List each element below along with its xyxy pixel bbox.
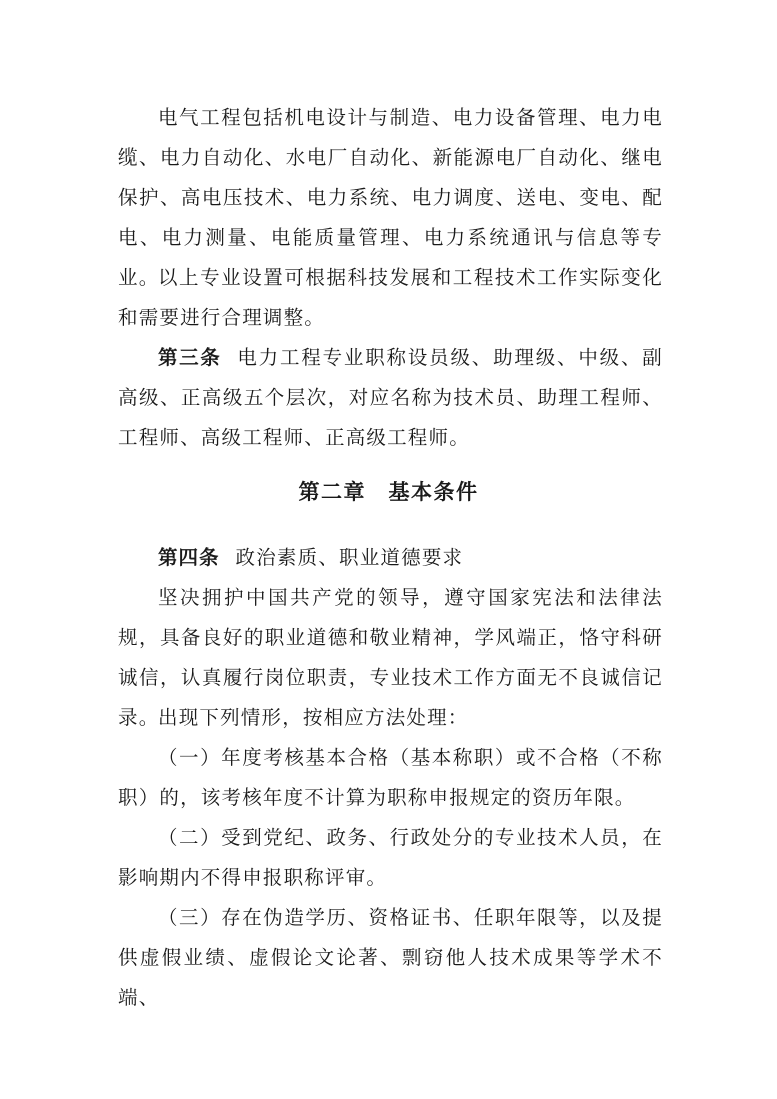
paragraph-political-requirements: 坚决拥护中国共产党的领导，遵守国家宪法和法律法规，具备良好的职业道德和敬业精神，学风端正，恪守科研诚信，认真履行岗位职责，专业技术工作方面无不良诚信记录。: [118, 586, 663, 729]
article-3-text: 电力工程专业职称设员级、助理级、中级、副高级、正高级五个层次，对应名称为技术员、助理工程师、工程师、高级工程师、正高级工程师。: [118, 346, 663, 449]
paragraph-electrical-majors: 电气工程包括机电设计与制造、电力设备管理、电力电缆、电力自动化、水电厂自动化、新能源电厂自动化、继电保护、高电压技术、电力系统、电力调度、送电、变电、配电、电力测量、电能质量管理、电力系统通讯与信息等专业。: [118, 106, 663, 289]
paragraph-item-1: （一）年度考核基本合格（基本称职）或不合格（不称职）的，该考核年度不计算为职称申报规定的资历年限。: [118, 746, 663, 809]
article-3-paragraph: [118, 338, 663, 458]
article-4-paragraph: [118, 538, 663, 578]
article-4-text: 政治素质、职业道德要求: [235, 546, 464, 569]
paragraph-adjustment-note: 以上专业设置可根据科技发展和工程技术工作实际变化和需要进行合理调整。: [118, 266, 663, 329]
paragraph-handling-intro: 出现下列情形，按相应方法处理：: [158, 706, 469, 729]
paragraph-item-3: （三）存在伪造学历、资格证书、任职年限等，以及提供虚假业绩、虚假论文论著、剽窃他人技术成果等学术不端、: [118, 906, 663, 1009]
paragraph-item-2: （二）受到党纪、政务、行政处分的专业技术人员，在影响期内不得申报职称评审。: [118, 826, 663, 889]
article-3-label: 第三条: [158, 346, 222, 369]
chapter-heading: 第二章 基本条件: [298, 480, 479, 504]
article-4-label: 第四条: [158, 546, 220, 569]
